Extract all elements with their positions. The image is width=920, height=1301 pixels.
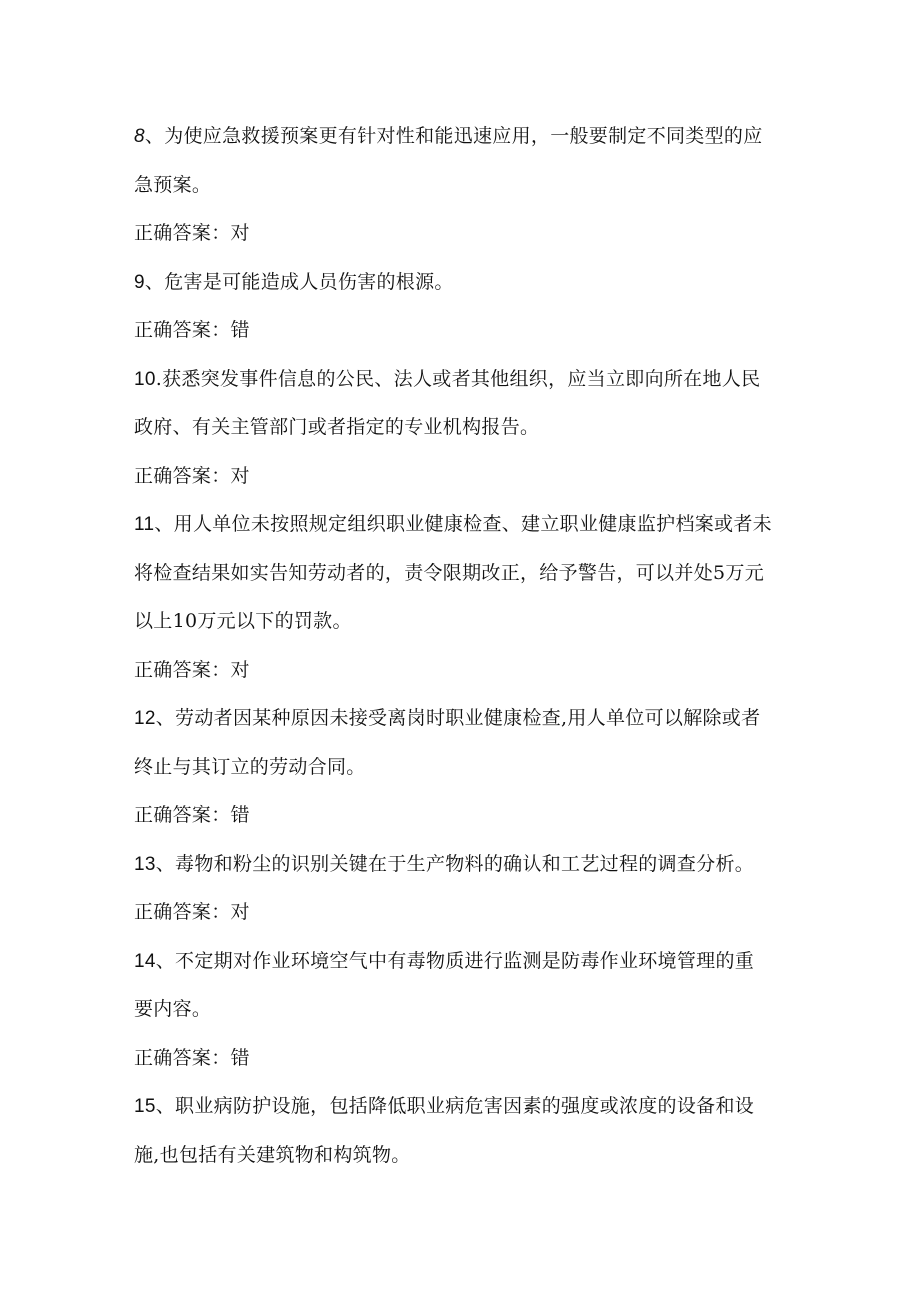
question-line xyxy=(134,112,794,161)
question-separator: 、 xyxy=(155,1095,176,1117)
question-text: 职业病防护设施，包括降低职业病危害因素的强度或浓度的设备和设 xyxy=(175,1095,755,1117)
answer-line: 正确答案：对 xyxy=(134,464,250,487)
answer-line: 正确答案：对 xyxy=(134,658,250,681)
question-list xyxy=(134,112,794,1179)
question-line xyxy=(134,694,794,743)
question-separator: 、 xyxy=(154,513,174,535)
answer-line: 正确答案：对 xyxy=(134,222,250,244)
question-number: 8 xyxy=(134,126,145,147)
question-number: 10 xyxy=(134,368,156,390)
answer-line: 正确答案：对 xyxy=(134,901,250,923)
question-separator: 、 xyxy=(155,707,176,729)
question-line: 将检查结果如实告知劳动者的，责令限期改正，给予警告，可以并处5万元 xyxy=(134,561,764,584)
question-text: 劳动者因某种原因未接受离岗时职业健康检查,用人单位可以解除或者 xyxy=(175,707,761,729)
question-item xyxy=(134,355,794,501)
answer-line: 正确答案：错 xyxy=(134,319,250,341)
question-text: 获悉突发事件信息的公民、法人或者其他组织，应当立即向所在地人民 xyxy=(162,367,761,390)
answer-line: 正确答案：错 xyxy=(134,1046,250,1069)
question-separator: . xyxy=(155,367,163,390)
question-line xyxy=(134,355,794,404)
question-number: 14 xyxy=(134,950,156,972)
question-item xyxy=(134,500,794,694)
question-line xyxy=(134,840,794,889)
question-text: 用人单位未按照规定组织职业健康检查、建立职业健康监护档案或者未 xyxy=(173,513,772,535)
question-line xyxy=(134,258,794,307)
question-item xyxy=(134,258,794,355)
question-number: 9 xyxy=(134,271,145,293)
question-separator: 、 xyxy=(144,270,165,293)
question-number: 13 xyxy=(134,853,156,875)
question-text: 毒物和粉尘的识别关键在于生产物料的确认和工艺过程的调查分析。 xyxy=(175,852,755,875)
question-line: 政府、有关主管部门或者指定的专业机构报告。 xyxy=(134,416,540,438)
question-item xyxy=(134,112,794,258)
question-number: 15 xyxy=(134,1096,156,1117)
question-text: 不定期对作业环境空气中有毒物质进行监测是防毒作业环境管理的重 xyxy=(175,949,755,972)
question-item xyxy=(134,840,794,937)
question-separator: 、 xyxy=(155,949,176,972)
question-number: 11 xyxy=(134,514,155,535)
question-line xyxy=(134,500,794,549)
answer-line: 正确答案：错 xyxy=(134,804,250,826)
question-line xyxy=(134,1082,794,1131)
question-text: 危害是可能造成人员伤害的根源。 xyxy=(164,270,454,293)
question-text: 为使应急救援预案更有针对性和能迅速应用，一般要制定不同类型的应 xyxy=(164,125,763,147)
question-line: 急预案。 xyxy=(134,173,212,196)
question-item xyxy=(134,694,794,840)
question-line: 要内容。 xyxy=(134,998,212,1020)
question-item xyxy=(134,937,794,1083)
question-separator: 、 xyxy=(144,125,165,147)
question-item xyxy=(134,1082,794,1179)
question-line xyxy=(134,937,794,986)
question-line: 施,也包括有关建筑物和构筑物。 xyxy=(134,1143,411,1166)
question-line: 终止与其订立的劳动合同。 xyxy=(134,755,366,778)
question-separator: 、 xyxy=(155,852,176,875)
question-line: 以上10万元以下的罚款。 xyxy=(134,610,352,632)
question-number: 12 xyxy=(134,708,156,729)
